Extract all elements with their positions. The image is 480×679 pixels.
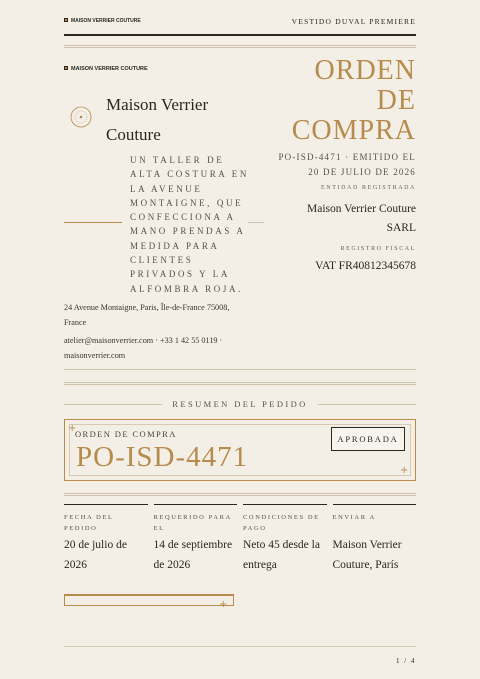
company-tagline: UN TALLER DE ALTA COSTURA EN LA AVENUE MONTAIGNE, QUE CONFECCIONA A MANO PRENDAS A MEDIDA PARA CLIENTES PRIVADOS Y LA ALFOMBRA ROJA. (130, 155, 249, 294)
header-doc-label: VESTIDO DUVAL PREMIERE (291, 17, 416, 26)
brand-chip (64, 66, 148, 72)
company-name-line2: Couture (106, 125, 161, 144)
document-title (256, 56, 416, 146)
fact-value: Neto 45 desde la entrega (243, 539, 320, 571)
fact-value: Maison Verrier Couture, París (332, 539, 402, 571)
decorative-box (64, 594, 234, 606)
po-label: ORDEN DE COMPRA (75, 429, 177, 439)
fact-label: REQUERIDO PARA EL (153, 514, 232, 532)
plus-corner-icon: + (219, 599, 228, 610)
tagline-rule-left (64, 222, 122, 223)
tax-value: VAT FR40812345678 (315, 260, 416, 272)
title-line3: COMPRA (291, 115, 416, 146)
brand-square-icon (64, 18, 68, 22)
company-name-line1: Maison Verrier (106, 95, 209, 114)
fact-value: 20 de julio de 2026 (64, 539, 127, 571)
facts-top-rule (64, 493, 416, 496)
fact-value: 14 de septiembre de 2026 (153, 539, 233, 571)
title-line1: ORDEN (314, 55, 416, 86)
entity-label: ENTIDAD REGISTRADA (321, 185, 416, 191)
status-badge: APROBADA (331, 427, 405, 451)
plus-corner-icon: + (68, 423, 77, 434)
entity-name: Maison Verrier Couture SARL (306, 203, 416, 234)
brand-chip-text: MAISON VERRIER COUTURE (71, 66, 148, 72)
order-facts (64, 504, 416, 575)
brand-square-icon (64, 66, 68, 70)
header-brand-text: MAISON VERRIER COUTURE (71, 18, 141, 24)
fact-order-date (64, 504, 148, 575)
summary-heading (64, 399, 416, 409)
section-rule-left (64, 404, 162, 405)
company-contact: atelier@maisonverrier.com · +33 1 42 55 0119 · maisonverrier.com (64, 336, 223, 360)
emblem-icon (70, 106, 92, 128)
header-rule (64, 34, 416, 36)
section-rule-right (318, 404, 416, 405)
fact-label: FECHA DEL PEDIDO (64, 514, 114, 532)
po-issued-line: PO-ISD-4471 · EMITIDO EL 20 DE JULIO DE 2026 (278, 152, 416, 177)
plus-corner-icon: + (400, 465, 409, 476)
mid-double-rule (64, 382, 416, 385)
page-number: 1 / 4 (396, 657, 416, 665)
company-address: 24 Avenue Montaigne, Paris, Île-de-France 75008, France (64, 303, 230, 327)
header-double-rule (64, 45, 416, 48)
fact-ship-to (333, 504, 417, 575)
title-line2: DE (376, 85, 416, 116)
footer-rule (64, 646, 416, 647)
tagline-rule-right (248, 222, 264, 223)
company-name (106, 90, 266, 150)
tax-label: REGISTRO FISCAL (340, 246, 416, 252)
fact-label: CONDICIONES DE PAGO (243, 514, 320, 532)
summary-heading-text: RESUMEN DEL PEDIDO (172, 399, 308, 409)
mid-rule-1 (64, 369, 416, 370)
fact-payment-terms (243, 504, 327, 575)
po-number: PO-ISD-4471 (76, 441, 249, 473)
fact-required-date (154, 504, 238, 575)
header-brand (64, 18, 141, 24)
fact-label: ENVIAR A (332, 514, 376, 521)
